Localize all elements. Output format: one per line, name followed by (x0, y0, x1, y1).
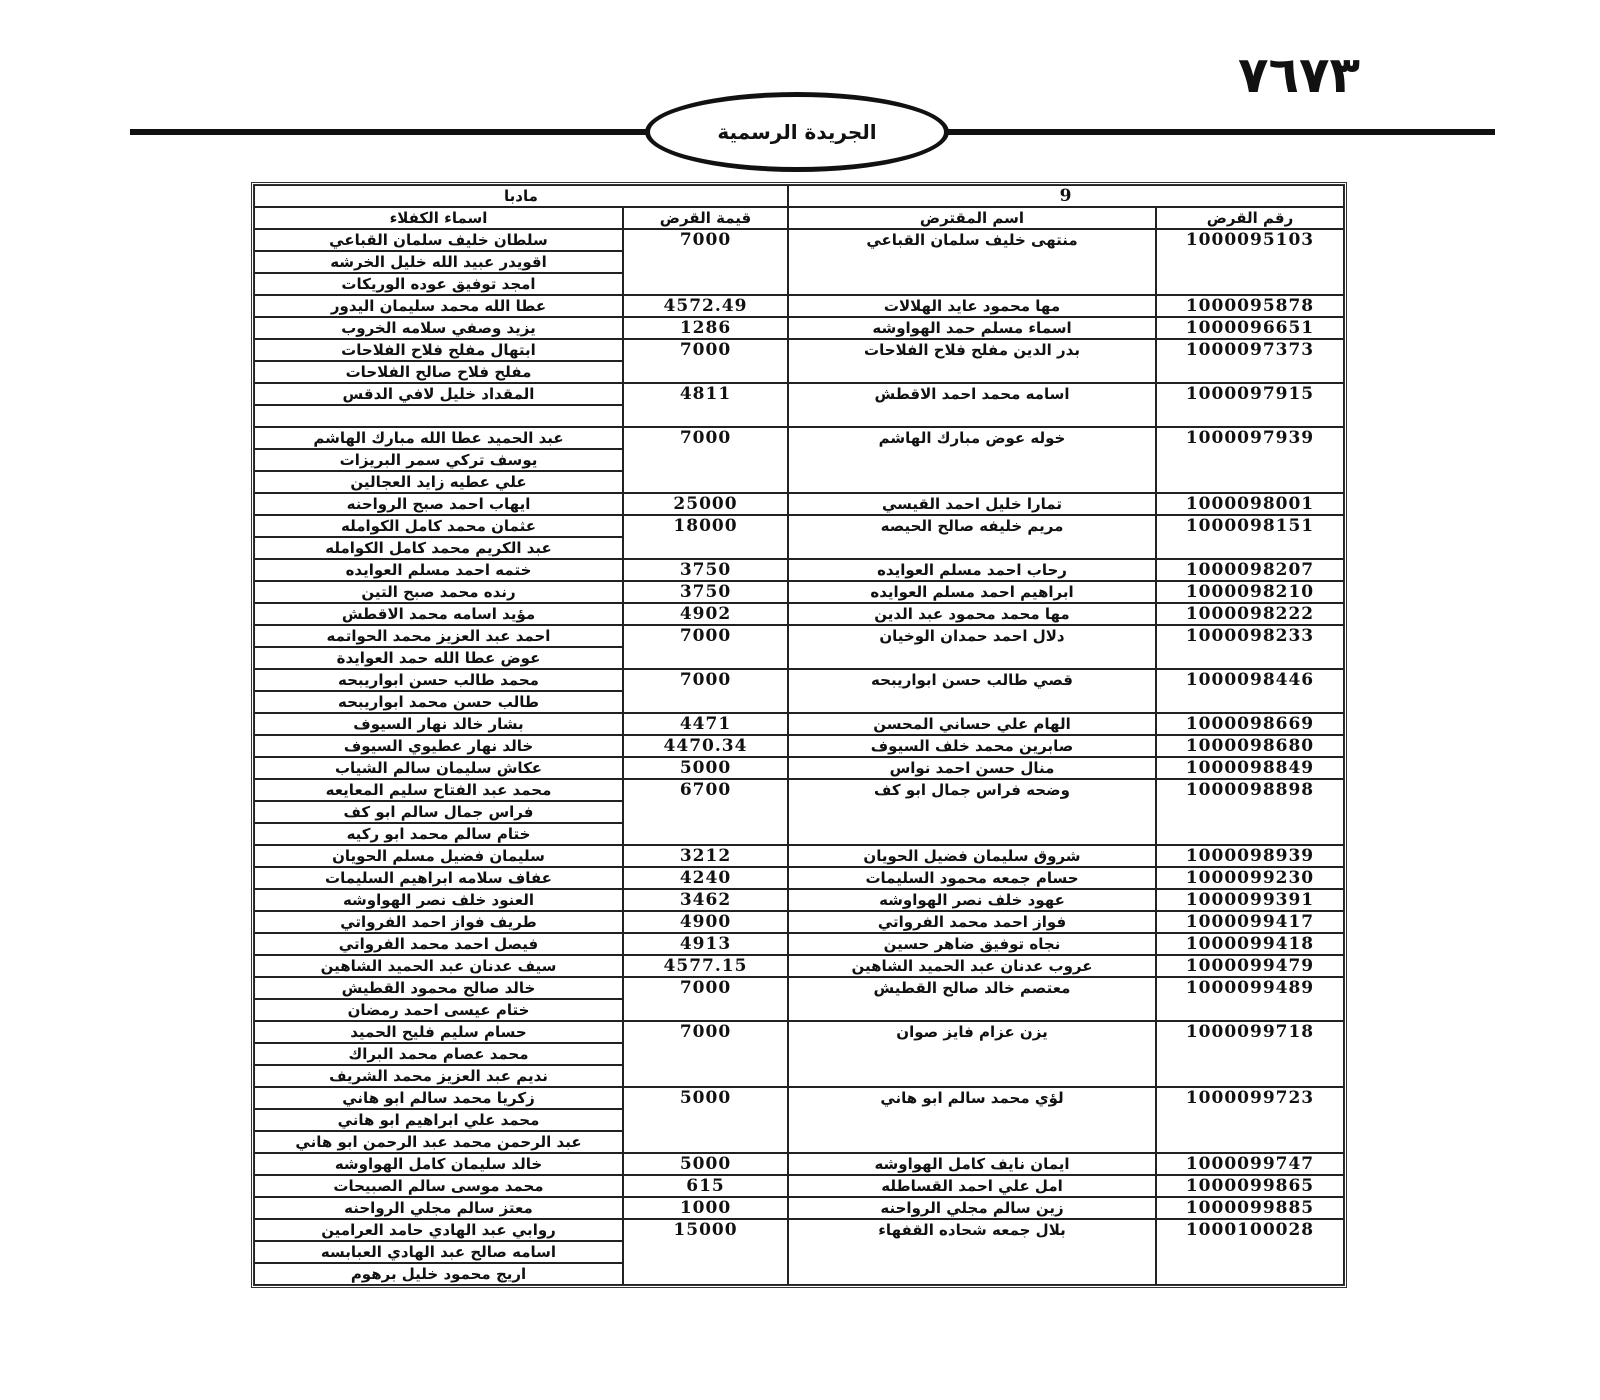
borrower-name-cell: تمارا خليل احمد القيسي (788, 493, 1156, 515)
borrower-name-cell: شروق سليمان فضيل الحويان (788, 845, 1156, 867)
table-row (254, 1175, 1344, 1197)
loan-number-cell: 1000098446 (1156, 669, 1344, 713)
guarantor-name-cell: اريج محمود خليل برهوم (254, 1263, 623, 1285)
table-row (254, 229, 1344, 251)
table-row (254, 1219, 1344, 1241)
borrower-name-cell: اسامه محمد احمد الاقطش (788, 383, 1156, 427)
loan-number-cell: 1000096651 (1156, 317, 1344, 339)
guarantor-name-cell: زكريا محمد سالم ابو هاني (254, 1087, 623, 1109)
borrower-name-cell: الهام علي حساني المحسن (788, 713, 1156, 735)
borrower-name-cell: دلال احمد حمدان الوخيان (788, 625, 1156, 669)
loan-amount-cell: 7000 (623, 625, 788, 669)
loan-amount-cell: 3462 (623, 889, 788, 911)
guarantor-name-cell: محمد علي ابراهيم ابو هاني (254, 1109, 623, 1131)
guarantor-name-cell: العنود خلف نصر الهواوشه (254, 889, 623, 911)
loan-number-cell: 1000100028 (1156, 1219, 1344, 1285)
guarantor-name-cell: خالد سليمان كامل الهواوشه (254, 1153, 623, 1175)
column-header-amount: قيمة القرض (623, 207, 788, 229)
table-row (254, 559, 1344, 581)
guarantor-name-cell: ختام سالم محمد ابو ركيه (254, 823, 623, 845)
table-row (254, 515, 1344, 537)
loan-amount-cell: 5000 (623, 1087, 788, 1153)
table-row (254, 383, 1344, 405)
table-row (254, 713, 1344, 735)
guarantor-name-cell: يوسف تركي سمر البريزات (254, 449, 623, 471)
borrower-name-cell: بدر الدين مفلح فلاح الفلاحات (788, 339, 1156, 383)
guarantor-name-cell: رنده محمد صبح التين (254, 581, 623, 603)
table-row (254, 669, 1344, 691)
table-row (254, 735, 1344, 757)
guarantor-name-cell: محمد عصام محمد البراك (254, 1043, 623, 1065)
table-row (254, 603, 1344, 625)
loan-amount-cell: 1286 (623, 317, 788, 339)
borrower-name-cell: زين سالم مجلي الرواحنه (788, 1197, 1156, 1219)
loan-number-cell: 1000097939 (1156, 427, 1344, 493)
loan-number-cell: 1000099865 (1156, 1175, 1344, 1197)
loan-amount-cell: 7000 (623, 427, 788, 493)
guarantor-name-cell: طريف فواز احمد الفرواتي (254, 911, 623, 933)
column-header-loan-no: رقم القرض (1156, 207, 1344, 229)
guarantor-name-cell: مفلح فلاح صالح الفلاحات (254, 361, 623, 383)
group-number: 9 (788, 185, 1344, 207)
loan-amount-cell: 4572.49 (623, 295, 788, 317)
loan-amount-cell: 7000 (623, 977, 788, 1021)
loan-number-cell: 1000098669 (1156, 713, 1344, 735)
loan-amount-cell: 3750 (623, 581, 788, 603)
loan-amount-cell: 4902 (623, 603, 788, 625)
loan-number-cell: 1000098233 (1156, 625, 1344, 669)
borrower-name-cell: ايمان نايف كامل الهواوشه (788, 1153, 1156, 1175)
guarantor-name-cell: امجد توفيق عوده الوريكات (254, 273, 623, 295)
loan-amount-cell: 4811 (623, 383, 788, 427)
loan-number-cell: 1000098151 (1156, 515, 1344, 559)
guarantor-name-cell: ختمه احمد مسلم العوايده (254, 559, 623, 581)
table-row (254, 581, 1344, 603)
loan-number-cell: 1000098207 (1156, 559, 1344, 581)
guarantor-name-cell: محمد طالب حسن ابواريبحه (254, 669, 623, 691)
loan-number-cell: 1000097373 (1156, 339, 1344, 383)
group-header-row (254, 185, 1344, 207)
loan-amount-cell: 3750 (623, 559, 788, 581)
column-header-guarantors: اسماء الكفلاء (254, 207, 623, 229)
loan-number-cell: 1000099489 (1156, 977, 1344, 1021)
borrower-name-cell: ابراهيم احمد مسلم العوايده (788, 581, 1156, 603)
loan-number-cell: 1000098898 (1156, 779, 1344, 845)
loans-table-wrapper (257, 182, 1347, 1288)
table-row (254, 1021, 1344, 1043)
guarantor-name-cell: يزيد وصفي سلامه الخروب (254, 317, 623, 339)
loan-amount-cell: 7000 (623, 339, 788, 383)
loan-number-cell: 1000098939 (1156, 845, 1344, 867)
table-row (254, 625, 1344, 647)
table-row (254, 1197, 1344, 1219)
table-row (254, 889, 1344, 911)
table-row (254, 977, 1344, 999)
guarantor-name-cell: عكاش سليمان سالم الشياب (254, 757, 623, 779)
borrower-name-cell: امل علي احمد القساطله (788, 1175, 1156, 1197)
loan-number-cell: 1000099418 (1156, 933, 1344, 955)
borrower-name-cell: خوله عوض مبارك الهاشم (788, 427, 1156, 493)
guarantor-name-cell: عوض عطا الله حمد العوايدة (254, 647, 623, 669)
guarantor-name-cell: مؤيد اسامه محمد الاقطش (254, 603, 623, 625)
loan-amount-cell: 7000 (623, 1021, 788, 1087)
guarantor-name-cell: عبد الكريم محمد كامل الكوامله (254, 537, 623, 559)
loans-table (251, 182, 1347, 1288)
borrower-name-cell: اسماء مسلم حمد الهواوشه (788, 317, 1156, 339)
loan-amount-cell: 6700 (623, 779, 788, 845)
table-row (254, 339, 1344, 361)
loan-number-cell: 1000099479 (1156, 955, 1344, 977)
table-row (254, 867, 1344, 889)
borrower-name-cell: نجاه توفيق ضاهر حسين (788, 933, 1156, 955)
guarantor-name-cell: ابتهال مفلح فلاح الفلاحات (254, 339, 623, 361)
guarantor-name-cell: عثمان محمد كامل الكوامله (254, 515, 623, 537)
guarantor-name-cell: خالد نهار عطيوي السيوف (254, 735, 623, 757)
loan-amount-cell: 4470.34 (623, 735, 788, 757)
borrower-name-cell: حسام جمعه محمود السليمات (788, 867, 1156, 889)
borrower-name-cell: عهود خلف نصر الهواوشه (788, 889, 1156, 911)
loan-amount-cell: 7000 (623, 229, 788, 295)
guarantor-name-cell: عبد الرحمن محمد عبد الرحمن ابو هاني (254, 1131, 623, 1153)
loans-table-body (254, 229, 1344, 1285)
loan-number-cell: 1000098680 (1156, 735, 1344, 757)
guarantor-name-cell: سليمان فضيل مسلم الحويان (254, 845, 623, 867)
header-rule-left (130, 129, 650, 135)
guarantor-name-cell: محمد موسى سالم الصبيحات (254, 1175, 623, 1197)
table-row (254, 955, 1344, 977)
table-row (254, 845, 1344, 867)
guarantor-name-cell: ختام عيسى احمد رمضان (254, 999, 623, 1021)
table-row (254, 1153, 1344, 1175)
guarantor-name-cell: بشار خالد نهار السيوف (254, 713, 623, 735)
loan-number-cell: 1000098001 (1156, 493, 1344, 515)
header-oval (645, 92, 949, 172)
borrower-name-cell: يزن عزام فايز صوان (788, 1021, 1156, 1087)
gazette-title: الجريدة الرسمية (717, 120, 877, 144)
guarantor-name-cell: فراس جمال سالم ابو كف (254, 801, 623, 823)
loan-amount-cell: 7000 (623, 669, 788, 713)
loan-number-cell: 1000097915 (1156, 383, 1344, 427)
table-row (254, 427, 1344, 449)
table-row (254, 317, 1344, 339)
borrower-name-cell: وضحه فراس جمال ابو كف (788, 779, 1156, 845)
guarantor-name-cell: فيصل احمد محمد الفرواتي (254, 933, 623, 955)
loan-number-cell: 1000098210 (1156, 581, 1344, 603)
borrower-name-cell: صابرين محمد خلف السيوف (788, 735, 1156, 757)
table-row (254, 757, 1344, 779)
loan-amount-cell: 18000 (623, 515, 788, 559)
loan-number-cell: 1000095103 (1156, 229, 1344, 295)
guarantor-name-cell: نديم عبد العزيز محمد الشريف (254, 1065, 623, 1087)
guarantor-name-cell: سيف عدنان عبد الحميد الشاهين (254, 955, 623, 977)
borrower-name-cell: منتهى خليف سلمان القباعي (788, 229, 1156, 295)
borrower-name-cell: مها محمود عايد الهلالات (788, 295, 1156, 317)
loan-amount-cell: 15000 (623, 1219, 788, 1285)
column-header-row (254, 207, 1344, 229)
borrower-name-cell: مها محمد محمود عبد الدين (788, 603, 1156, 625)
table-row (254, 493, 1344, 515)
loan-amount-cell: 25000 (623, 493, 788, 515)
loan-number-cell: 1000099723 (1156, 1087, 1344, 1153)
borrower-name-cell: بلال جمعه شحاده القفهاء (788, 1219, 1156, 1285)
loan-amount-cell: 615 (623, 1175, 788, 1197)
loan-amount-cell: 4913 (623, 933, 788, 955)
guarantor-name-cell: علي عطيه زايد العجالين (254, 471, 623, 493)
loan-number-cell: 1000099747 (1156, 1153, 1344, 1175)
table-row (254, 933, 1344, 955)
guarantor-name-cell: طالب حسن محمد ابواريبحه (254, 691, 623, 713)
group-name: مادبا (254, 185, 788, 207)
loan-number-cell: 1000099718 (1156, 1021, 1344, 1087)
loan-number-cell: 1000099885 (1156, 1197, 1344, 1219)
borrower-name-cell: لؤي محمد سالم ابو هاني (788, 1087, 1156, 1153)
borrower-name-cell: قصي طالب حسن ابواريبحه (788, 669, 1156, 713)
table-row (254, 779, 1344, 801)
guarantor-name-cell: اسامه صالح عبد الهادي العبابسه (254, 1241, 623, 1263)
column-header-borrower: اسم المقترض (788, 207, 1156, 229)
guarantor-name-cell: محمد عبد الفتاح سليم المعايعه (254, 779, 623, 801)
borrower-name-cell: رحاب احمد مسلم العوايده (788, 559, 1156, 581)
table-row (254, 1087, 1344, 1109)
borrower-name-cell: عروب عدنان عبد الحميد الشاهين (788, 955, 1156, 977)
guarantor-name-cell: عفاف سلامه ابراهيم السليمات (254, 867, 623, 889)
borrower-name-cell: فواز احمد محمد الفرواتي (788, 911, 1156, 933)
guarantor-name-cell: حسام سليم فليح الحميد (254, 1021, 623, 1043)
guarantor-name-cell: عبد الحميد عطا الله مبارك الهاشم (254, 427, 623, 449)
loan-number-cell: 1000099391 (1156, 889, 1344, 911)
loan-number-cell: 1000098222 (1156, 603, 1344, 625)
loan-amount-cell: 1000 (623, 1197, 788, 1219)
guarantor-name-cell: معتز سالم مجلي الرواحنه (254, 1197, 623, 1219)
guarantor-name-cell: ايهاب احمد صبح الرواحنه (254, 493, 623, 515)
guarantor-name-cell: عطا الله محمد سليمان اليدور (254, 295, 623, 317)
loan-number-cell: 1000099230 (1156, 867, 1344, 889)
loan-amount-cell: 4471 (623, 713, 788, 735)
table-row (254, 295, 1344, 317)
guarantor-name-cell: اقويدر عبيد الله خليل الخرشه (254, 251, 623, 273)
guarantor-name-cell: خالد صالح محمود القطيش (254, 977, 623, 999)
loan-amount-cell: 4240 (623, 867, 788, 889)
loan-amount-cell: 5000 (623, 757, 788, 779)
loan-amount-cell: 4577.15 (623, 955, 788, 977)
page-number: ٧٦٧٣ (1238, 46, 1361, 104)
loan-amount-cell: 4900 (623, 911, 788, 933)
loan-amount-cell: 5000 (623, 1153, 788, 1175)
loan-number-cell: 1000099417 (1156, 911, 1344, 933)
header-rule-right (942, 129, 1495, 135)
borrower-name-cell: منال حسن احمد نواس (788, 757, 1156, 779)
guarantor-name-cell (254, 405, 623, 427)
borrower-name-cell: مريم خليفه صالح الحيصه (788, 515, 1156, 559)
loan-number-cell: 1000095878 (1156, 295, 1344, 317)
loan-number-cell: 1000098849 (1156, 757, 1344, 779)
loan-amount-cell: 3212 (623, 845, 788, 867)
borrower-name-cell: معتصم خالد صالح القطيش (788, 977, 1156, 1021)
guarantor-name-cell: سلطان خليف سلمان القباعي (254, 229, 623, 251)
guarantor-name-cell: روابي عبد الهادي حامد العرامين (254, 1219, 623, 1241)
guarantor-name-cell: المقداد خليل لافي الدقس (254, 383, 623, 405)
table-row (254, 911, 1344, 933)
guarantor-name-cell: احمد عبد العزيز محمد الحواتمه (254, 625, 623, 647)
